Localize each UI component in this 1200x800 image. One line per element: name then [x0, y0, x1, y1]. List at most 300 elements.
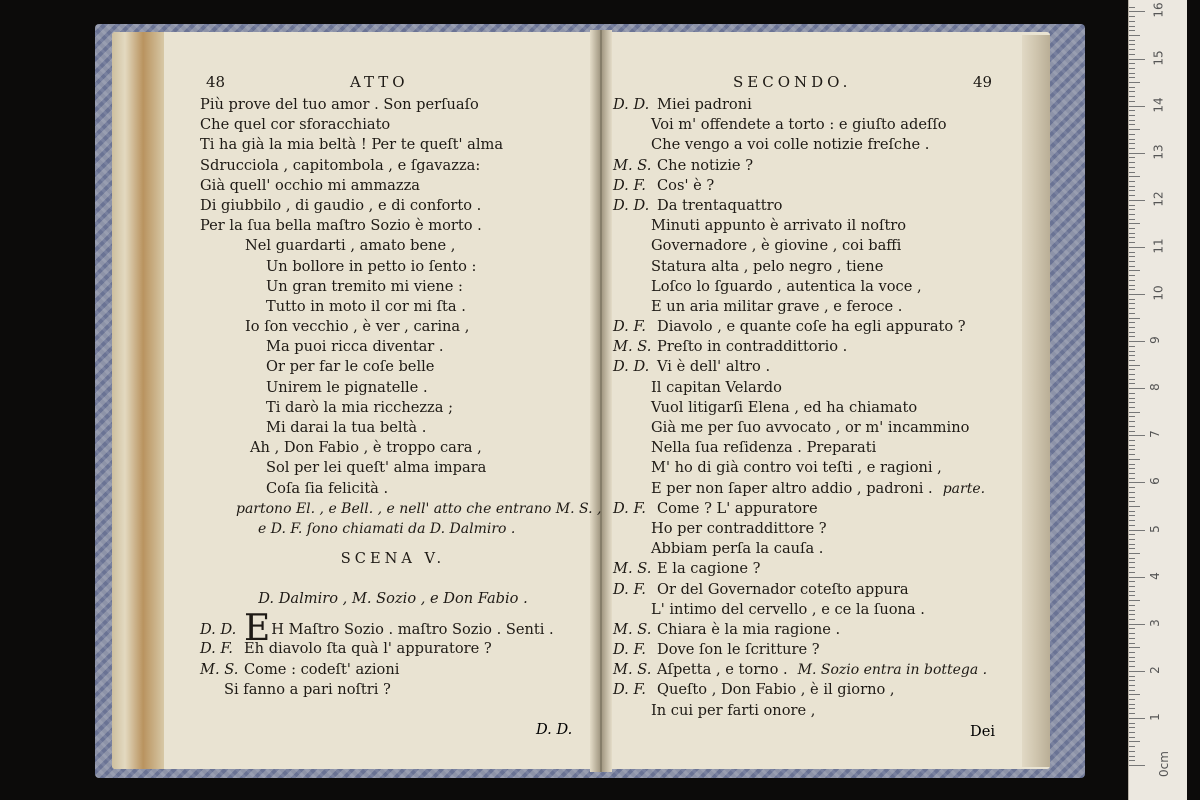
ruler-label: 3: [1147, 618, 1162, 627]
dialogue-line: [613, 620, 1023, 640]
ruler-tick: [1129, 270, 1140, 271]
ruler-tick: [1129, 520, 1135, 521]
ruler-tick: [1129, 426, 1135, 427]
ruler-tick: [1129, 737, 1135, 738]
ruler-tick: [1129, 591, 1135, 592]
ruler-label: 8: [1147, 383, 1162, 392]
ruler-tick: [1129, 741, 1140, 742]
dialogue-text: Dove ſon le ſcritture ?: [657, 641, 820, 659]
dialogue-text: M' ho di già contro voi teſti , e ragioni ,: [651, 459, 942, 477]
page-number: 48: [206, 73, 226, 91]
ruler-tick: [1129, 336, 1135, 337]
verse-line: [200, 115, 586, 135]
ruler-tick: [1129, 445, 1135, 446]
page-edges-left: [112, 32, 164, 769]
verse-line-text: Tutto in moto il cor mi ſta .: [266, 297, 466, 315]
ruler-tick: [1129, 355, 1135, 356]
ruler-tick: [1129, 332, 1135, 333]
ruler-tick: [1129, 205, 1135, 206]
ruler-tick: [1129, 124, 1135, 125]
ruler-tick: [1129, 308, 1135, 309]
verse-line: [200, 277, 586, 297]
ruler-tick: [1129, 26, 1135, 27]
verse-line-text: Unirem le pignatelle .: [266, 378, 428, 396]
verse-block: [200, 95, 586, 499]
dialogue-line: [613, 176, 1023, 196]
dialogue-line: [613, 196, 1023, 216]
ruler-tick: [1129, 209, 1135, 210]
speaker-label: D. F.: [613, 641, 646, 659]
ruler-tick: [1129, 167, 1135, 168]
dialogue-line: [613, 236, 1023, 256]
left-page-header: [200, 72, 586, 94]
ruler-tick: [1129, 35, 1140, 36]
catchword: Dei: [970, 723, 996, 740]
ruler-tick: [1129, 567, 1135, 568]
dialogue-text: E la cagione ?: [657, 560, 761, 578]
dialogue-text: Preſto in contraddittorio .: [657, 338, 848, 356]
dialogue-line: [613, 701, 1023, 721]
ruler-tick: [1129, 172, 1135, 173]
ruler-label: 16: [1151, 2, 1166, 19]
verse-line-text: Mi darai la tua beltà .: [266, 419, 427, 436]
ruler-tick: [1129, 153, 1145, 154]
ruler-tick: [1129, 82, 1140, 83]
ruler-tick: [1129, 280, 1135, 281]
ruler-tick: [1129, 586, 1135, 587]
ruler-tick: [1129, 341, 1145, 342]
ruler-tick: [1129, 143, 1135, 144]
stage-direction-line: partono El. , e Bell. , e nell' atto che entrano M. S. ,: [236, 500, 602, 517]
scene-persons: D. Dalmiro , M. Sozio , e Don Fabio .: [258, 590, 528, 608]
ruler-tick: [1129, 431, 1135, 432]
ruler-tick: [1129, 459, 1140, 460]
ruler-tick: [1129, 473, 1135, 474]
ruler-tick: [1129, 214, 1135, 215]
verse-line-text: Or per far le coſe belle: [266, 358, 435, 376]
ruler-tick: [1129, 468, 1135, 469]
ruler-tick: [1129, 708, 1135, 709]
dialogue-text: Come ? L' appuratore: [657, 499, 818, 517]
ruler-tick: [1129, 110, 1135, 111]
running-head: ATTO: [350, 73, 409, 91]
verse-line: [200, 95, 586, 115]
speaker-label: D. F.: [613, 681, 646, 699]
ruler-tick: [1129, 139, 1135, 140]
ruler-tick: [1129, 548, 1135, 549]
ruler-tick: [1129, 454, 1135, 455]
dialogue-text: In cui per farti onore ,: [651, 701, 816, 719]
verse-line: [200, 176, 586, 196]
speaker-label: M. S.: [613, 560, 652, 578]
ruler-tick: [1129, 176, 1140, 177]
ruler-tick: [1129, 699, 1135, 700]
dialogue-text: Che notizie ?: [657, 156, 754, 174]
ruler-tick: [1129, 530, 1145, 531]
ruler-tick: [1129, 223, 1140, 224]
ruler-tick: [1129, 421, 1135, 422]
ruler-tick: [1129, 501, 1135, 502]
dialogue-line: [613, 95, 1023, 115]
catchword: D. D.: [536, 721, 573, 738]
ruler-tick: [1129, 746, 1135, 747]
ruler-tick: [1129, 482, 1145, 483]
ruler-tick: [1129, 657, 1135, 658]
dialogue-line: [613, 458, 1023, 478]
ruler-tick: [1129, 628, 1135, 629]
ruler-label: 5: [1147, 524, 1162, 533]
verse-line-text: Ma puoi ricca diventar .: [266, 338, 444, 356]
ruler-tick: [1129, 610, 1135, 611]
ruler-tick: [1129, 157, 1135, 158]
speaker-label: D. D.: [613, 358, 650, 376]
ruler-tick: [1129, 412, 1140, 413]
dialogue-line: [613, 539, 1023, 559]
dialogue-text: Vi è dell' altro .: [657, 358, 771, 376]
ruler-tick: [1129, 732, 1135, 733]
ruler-tick: [1129, 756, 1135, 757]
dialogue-text: Or del Governador coteſto appura: [657, 580, 909, 598]
dialogue-text: Cos' è ?: [657, 176, 715, 194]
dialogue-line: [613, 337, 1023, 357]
ruler-tick: [1129, 694, 1140, 695]
ruler-tick: [1129, 487, 1135, 488]
ruler-tick: [1129, 68, 1135, 69]
ruler-tick: [1129, 614, 1135, 615]
dialogue-line: [613, 499, 1023, 519]
verse-line-text: Nel guardarti , amato bene ,: [245, 237, 456, 255]
verse-line: [200, 458, 586, 478]
ruler-tick: [1129, 228, 1135, 229]
ruler-tick: [1129, 402, 1135, 403]
dialogue-line: [613, 297, 1023, 317]
ruler-tick: [1129, 200, 1145, 201]
dialogue-line: [613, 559, 1023, 579]
ruler-tick: [1129, 16, 1135, 17]
dialogue-line: [200, 660, 586, 680]
ruler-tick: [1129, 162, 1135, 163]
dialogue-text: Da trentaquattro: [657, 196, 783, 214]
ruler-tick: [1129, 478, 1135, 479]
ruler-tick: [1129, 619, 1135, 620]
ruler-tick: [1129, 765, 1145, 766]
ruler-tick: [1129, 322, 1135, 323]
verse-line-text: Per la ſua bella maſtro Sozio è morto .: [200, 217, 482, 235]
scene-title: SCENA V.: [340, 550, 446, 568]
ruler-tick: [1129, 388, 1145, 389]
ruler-tick: [1129, 690, 1135, 691]
drop-capital: E: [244, 608, 271, 650]
dialogue-line: [613, 600, 1023, 620]
ruler-tick: [1129, 435, 1145, 436]
verse-line-text: Coſa ſia felicità .: [266, 479, 389, 497]
dialogue-line: [613, 115, 1023, 135]
dialogue-line: [613, 257, 1023, 277]
dialogue-line: [613, 660, 1023, 680]
ruler-tick: [1129, 303, 1135, 304]
ruler-label: 1: [1147, 713, 1162, 721]
ruler-label: 2: [1147, 665, 1162, 674]
verse-line: [200, 479, 586, 499]
ruler-tick: [1129, 506, 1140, 507]
dialogue-line: [613, 479, 1023, 499]
ruler-tick: [1129, 49, 1135, 50]
dialogue-text: Queſto , Don Fabio , è il giorno ,: [657, 681, 895, 699]
ruler-tick: [1129, 346, 1135, 347]
verse-line: [200, 297, 586, 317]
ruler-tick: [1129, 237, 1135, 238]
speaker-label: D. F.: [613, 580, 646, 598]
dialogue-text: Diavolo , e quante coſe ha egli appurato ?: [657, 318, 966, 336]
ruler-label: 14: [1151, 96, 1166, 113]
ruler-tick: [1129, 511, 1135, 512]
dialogue-text: Loſco lo ſguardo , autentica la voce ,: [651, 277, 922, 295]
speaker-label: D. F.: [613, 499, 646, 517]
page-edges-right: [1022, 35, 1050, 767]
speaker-label: D. F.: [613, 318, 646, 336]
stage-direction-inline: M. Sozio entra in bottega .: [797, 662, 988, 679]
dialogue-text: Come : codeſt' azioni: [244, 660, 400, 678]
dialogue-text: H Maſtro Sozio . maſtro Sozio . Senti .: [271, 621, 554, 639]
verse-line-text: Che quel cor sforacchiato: [200, 116, 391, 134]
dialogue-text: Abbiam perſa la cauſa .: [651, 540, 824, 558]
ruler-tick: [1129, 449, 1135, 450]
dialogue-text: Aſpetta , e torno .: [657, 661, 788, 679]
speaker-label: M. S.: [613, 156, 652, 174]
ruler-tick: [1129, 577, 1145, 578]
ruler-tick: [1129, 63, 1135, 64]
ruler-tick: [1129, 581, 1135, 582]
verse-line: [200, 438, 586, 458]
verse-line: [200, 680, 586, 700]
ruler-tick: [1129, 195, 1135, 196]
ruler-tick: [1129, 416, 1135, 417]
ruler-tick: [1129, 59, 1145, 60]
ruler-tick: [1129, 327, 1135, 328]
verse-line: [200, 418, 586, 438]
stage-direction-line: e D. F. ſono chiamati da D. Dalmiro .: [258, 520, 516, 537]
ruler-tick: [1129, 21, 1135, 22]
verse-line: [200, 337, 586, 357]
ruler-label: 9: [1147, 336, 1162, 344]
ruler-tick: [1129, 393, 1135, 394]
verse-line: [200, 196, 586, 216]
dialogue-text: Nella ſua reſidenza . Preparati: [651, 439, 877, 457]
measurement-ruler: [1128, 0, 1187, 800]
verse-line-text: Sdrucciola , capitombola , e ſgavazza:: [200, 156, 481, 174]
dialogue-line: [613, 135, 1023, 155]
ruler-tick: [1129, 275, 1135, 276]
ruler-tick: [1129, 562, 1135, 563]
speaker-label: D. D.: [613, 196, 650, 214]
verse-line-text: Ah , Don Fabio , è troppo cara ,: [250, 439, 482, 457]
dialogue-line: [613, 378, 1023, 398]
dialogue-text: E per non ſaper altro addio , padroni .: [651, 479, 933, 497]
dialogue-line: [613, 580, 1023, 600]
dialogue-text: Che vengo a voi colle notizie freſche .: [651, 136, 930, 154]
dialogue-text: Voi m' offendete a torto : e giuſto adeſſo: [651, 116, 947, 134]
ruler-tick: [1129, 685, 1135, 686]
ruler-tick: [1129, 633, 1135, 634]
ruler-tick: [1129, 440, 1135, 441]
ruler-tick: [1129, 134, 1135, 135]
ruler-tick: [1129, 643, 1135, 644]
dialogue-text: E un aria militar grave , e feroce .: [651, 297, 903, 315]
ruler-tick: [1129, 751, 1135, 752]
dialogue-line: [613, 418, 1023, 438]
ruler-tick: [1129, 572, 1135, 573]
ruler-tick: [1129, 181, 1135, 182]
dialogue-text: Chiara è la mia ragione .: [657, 620, 841, 638]
ruler-tick: [1129, 360, 1135, 361]
dialogue-text: Vuol litigarſi Elena , ed ha chiamato: [651, 398, 918, 416]
ruler-tick: [1129, 247, 1145, 248]
ruler-tick: [1129, 190, 1135, 191]
ruler-tick: [1129, 539, 1135, 540]
ruler-tick: [1129, 115, 1135, 116]
book-gutter: [590, 30, 612, 772]
dialogue-line: [613, 156, 1023, 176]
stage-direction-inline: parte.: [942, 480, 986, 497]
ruler-label: 13: [1151, 144, 1166, 160]
verse-line: [200, 357, 586, 377]
verse-line: [200, 236, 586, 256]
ruler-tick: [1129, 534, 1135, 535]
speaker-label: D. D.: [613, 96, 650, 113]
ruler-tick: [1129, 219, 1135, 220]
verse-line-text: Di giubbilo , di gaudio , e di conforto .: [200, 196, 482, 214]
ruler-tick: [1129, 492, 1135, 493]
ruler-tick: [1129, 760, 1135, 761]
ruler-tick: [1129, 91, 1135, 92]
speaker-label: D. F.: [200, 640, 233, 658]
ruler-tick: [1129, 605, 1135, 606]
dialogue-text: Ho per contraddittore ?: [651, 519, 827, 537]
ruler-tick: [1129, 713, 1135, 714]
ruler-tick: [1129, 313, 1135, 314]
ruler-label: 15: [1151, 49, 1166, 66]
ruler-tick: [1129, 624, 1145, 625]
verse-line: [200, 216, 586, 236]
verse-line-text: Più prove del tuo amor . Son perſuaſo: [200, 96, 479, 113]
dialogue-block: [200, 608, 586, 680]
dialogue-text: Eh diavolo ſta quà l' appuratore ?: [244, 640, 492, 658]
dialogue-text: Il capitan Velardo: [651, 378, 782, 396]
ruler-tick: [1129, 233, 1135, 234]
ruler-tick: [1129, 595, 1135, 596]
speaker-label: D. F.: [613, 176, 646, 194]
verse-line-text: Ti darò la mia ricchezza ;: [266, 398, 453, 416]
ruler-tick: [1129, 464, 1135, 465]
dialogue-text: Già me per ſuo avvocato , or m' incammino: [651, 419, 970, 436]
ruler-tick: [1129, 525, 1135, 526]
dialogue-line: [613, 438, 1023, 458]
ruler-label: 7: [1147, 430, 1162, 439]
ruler-label: 6: [1147, 477, 1162, 486]
ruler-tick: [1129, 704, 1135, 705]
dialogue-line: [613, 357, 1023, 377]
speaker-label: M. S.: [613, 338, 652, 356]
ruler-label: 0cm: [1156, 751, 1171, 777]
ruler-tick: [1129, 652, 1135, 653]
ruler-tick: [1129, 727, 1135, 728]
ruler-tick: [1129, 374, 1135, 375]
running-head: SECONDO.: [733, 73, 852, 91]
ruler-tick: [1129, 369, 1135, 370]
ruler-tick: [1129, 299, 1135, 300]
ruler-tick: [1129, 266, 1135, 267]
ruler-tick: [1129, 7, 1135, 8]
verse-line-text: Un gran tremito mi viene :: [266, 277, 463, 295]
ruler-label: 12: [1151, 191, 1166, 207]
page-number: 49: [973, 73, 993, 91]
dialogue-line: [613, 519, 1023, 539]
ruler-label: 10: [1151, 285, 1166, 301]
ruler-tick: [1129, 680, 1135, 681]
ruler-tick: [1129, 256, 1135, 257]
ruler-tick: [1129, 120, 1135, 121]
ruler-tick: [1129, 87, 1135, 88]
ruler-tick: [1129, 661, 1135, 662]
ruler-tick: [1129, 600, 1140, 601]
ruler-tick: [1129, 73, 1135, 74]
ruler-tick: [1129, 77, 1135, 78]
speaker-label: D. D.: [200, 621, 237, 639]
speaker-label: M. S.: [200, 660, 239, 678]
ruler-tick: [1129, 676, 1135, 677]
speaker-label: M. S.: [613, 620, 652, 638]
verse-line-text: Sol per lei queſt' alma impara: [266, 459, 487, 477]
verse-line: [200, 378, 586, 398]
ruler-tick: [1129, 148, 1135, 149]
verse-line-text: Io ſon vecchio , è ver , carina ,: [245, 318, 470, 336]
dialogue-line: [613, 680, 1023, 700]
ruler-tick: [1129, 289, 1135, 290]
verse-line: [200, 398, 586, 418]
dialogue-text: Minuti appunto è arrivato il noſtro: [651, 217, 907, 235]
ruler-tick: [1129, 106, 1145, 107]
ruler-label: 4: [1147, 571, 1162, 580]
ruler-tick: [1129, 723, 1135, 724]
dialogue-line: [613, 216, 1023, 236]
ruler-tick: [1129, 558, 1135, 559]
ruler-tick: [1129, 351, 1135, 352]
ruler-tick: [1129, 647, 1140, 648]
ruler-tick: [1129, 261, 1135, 262]
speaker-label: M. S.: [613, 661, 652, 679]
dialogue-block: [613, 95, 1023, 721]
dialogue-text: Statura alta , pelo negro , tiene: [651, 257, 884, 275]
verse-line-text: Ti ha già la mia beltà ! Per te queſt' alma: [200, 136, 504, 154]
ruler-tick: [1129, 515, 1135, 516]
verse-line-text: Un bollore in petto io ſento :: [266, 257, 477, 275]
verse-line: [200, 156, 586, 176]
ruler-tick: [1129, 638, 1135, 639]
ruler-tick: [1129, 54, 1135, 55]
dialogue-line: [613, 277, 1023, 297]
ruler-tick: [1129, 671, 1145, 672]
ruler-tick: [1129, 318, 1140, 319]
ruler-tick: [1129, 30, 1135, 31]
ruler-tick: [1129, 379, 1135, 380]
ruler-tick: [1129, 718, 1145, 719]
ruler-tick: [1129, 96, 1135, 97]
stage-direction: [200, 499, 602, 539]
dialogue-text: Miei padroni: [657, 96, 752, 113]
ruler-tick: [1129, 101, 1135, 102]
ruler-tick: [1129, 242, 1135, 243]
verse-line: [200, 135, 586, 155]
